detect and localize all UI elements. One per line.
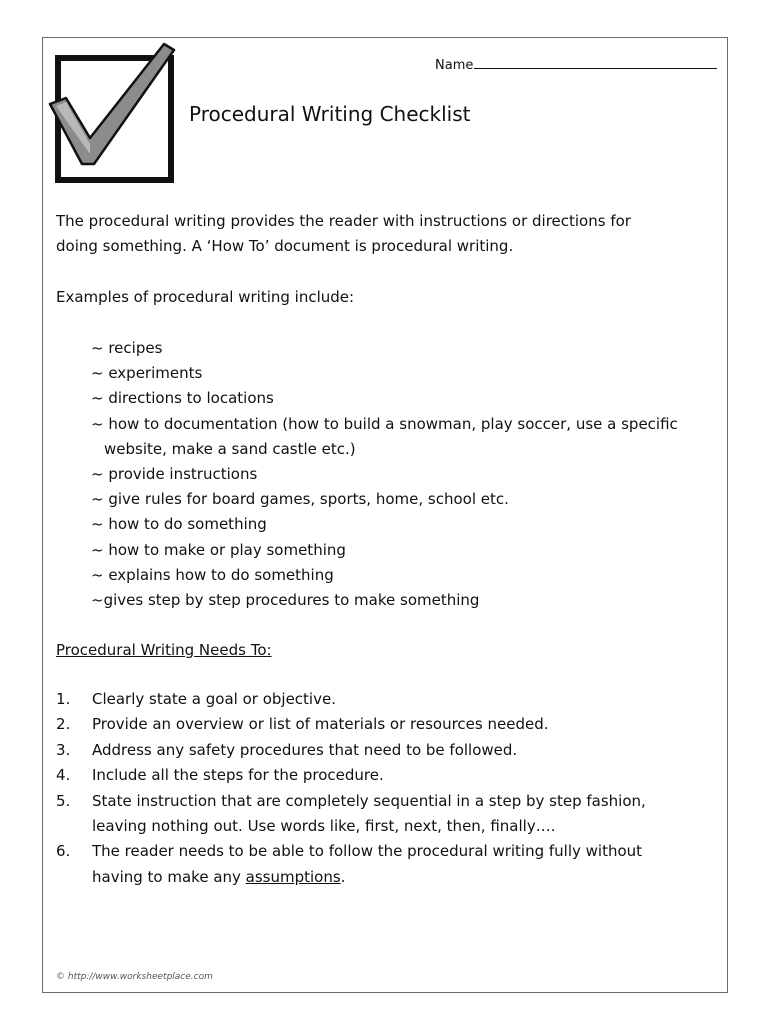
name-label: Name	[435, 58, 474, 73]
list-item: website, make a sand castle etc.)	[104, 439, 356, 458]
checkmark-logo-icon	[44, 40, 178, 185]
item-text: leaving nothing out. Use words like, first, next, then, finally….	[92, 817, 556, 836]
item-text: Address any safety procedures that need to be followed.	[92, 740, 518, 759]
item-number: 6.	[56, 842, 71, 861]
needs-list	[56, 687, 646, 890]
list-item: ~ give rules for board games, sports, home, school etc.	[91, 490, 509, 509]
name-blank-line	[474, 56, 717, 69]
intro-line: The procedural writing provides the reader with instructions or directions for	[56, 212, 631, 230]
needs-heading: Procedural Writing Needs To:	[56, 641, 272, 659]
item-text: The reader needs to be able to follow the procedural writing fully without	[92, 842, 643, 861]
trailing-punctuation: .	[340, 867, 346, 886]
item-number: 2.	[56, 715, 71, 734]
list-item: ~ directions to locations	[91, 389, 274, 408]
examples-heading: Examples of procedural writing include:	[56, 288, 355, 306]
list-item: ~gives step by step procedures to make something	[91, 591, 480, 610]
item-text: Include all the steps for the procedure.	[92, 766, 384, 785]
list-item: ~ how to documentation (how to build a snowman, play soccer, use a specific	[91, 414, 678, 433]
name-field	[435, 56, 717, 73]
list-item	[56, 839, 646, 890]
intro-paragraph	[56, 209, 631, 259]
list-item: ~ explains how to do something	[91, 565, 334, 584]
intro-line: doing something. A ‘How To’ document is procedural writing.	[56, 237, 514, 255]
list-item	[56, 789, 646, 840]
item-text: State instruction that are completely sequential in a step by step fashion,	[92, 791, 646, 810]
list-item: ~ experiments	[91, 364, 203, 383]
underlined-term: assumptions	[245, 867, 341, 886]
list-item	[56, 738, 646, 763]
item-number: 3.	[56, 740, 71, 759]
list-item: ~ provide instructions	[91, 465, 258, 484]
item-text: Provide an overview or list of materials or resources needed.	[92, 715, 549, 734]
copyright-footer: © http://www.worksheetplace.com	[56, 972, 213, 982]
list-item	[56, 763, 646, 788]
item-number: 4.	[56, 766, 71, 785]
list-item: ~ how to make or play something	[91, 540, 346, 559]
item-text: having to make any	[92, 867, 246, 886]
page-title: Procedural Writing Checklist	[189, 102, 471, 126]
item-number: 1.	[56, 690, 71, 708]
examples-list	[91, 336, 678, 613]
list-item	[56, 687, 646, 712]
list-item: ~ recipes	[91, 339, 163, 357]
list-item	[56, 712, 646, 737]
item-number: 5.	[56, 791, 71, 810]
item-text-continued	[92, 865, 646, 890]
list-item: ~ how to do something	[91, 515, 267, 534]
item-text: Clearly state a goal or objective.	[92, 690, 336, 708]
